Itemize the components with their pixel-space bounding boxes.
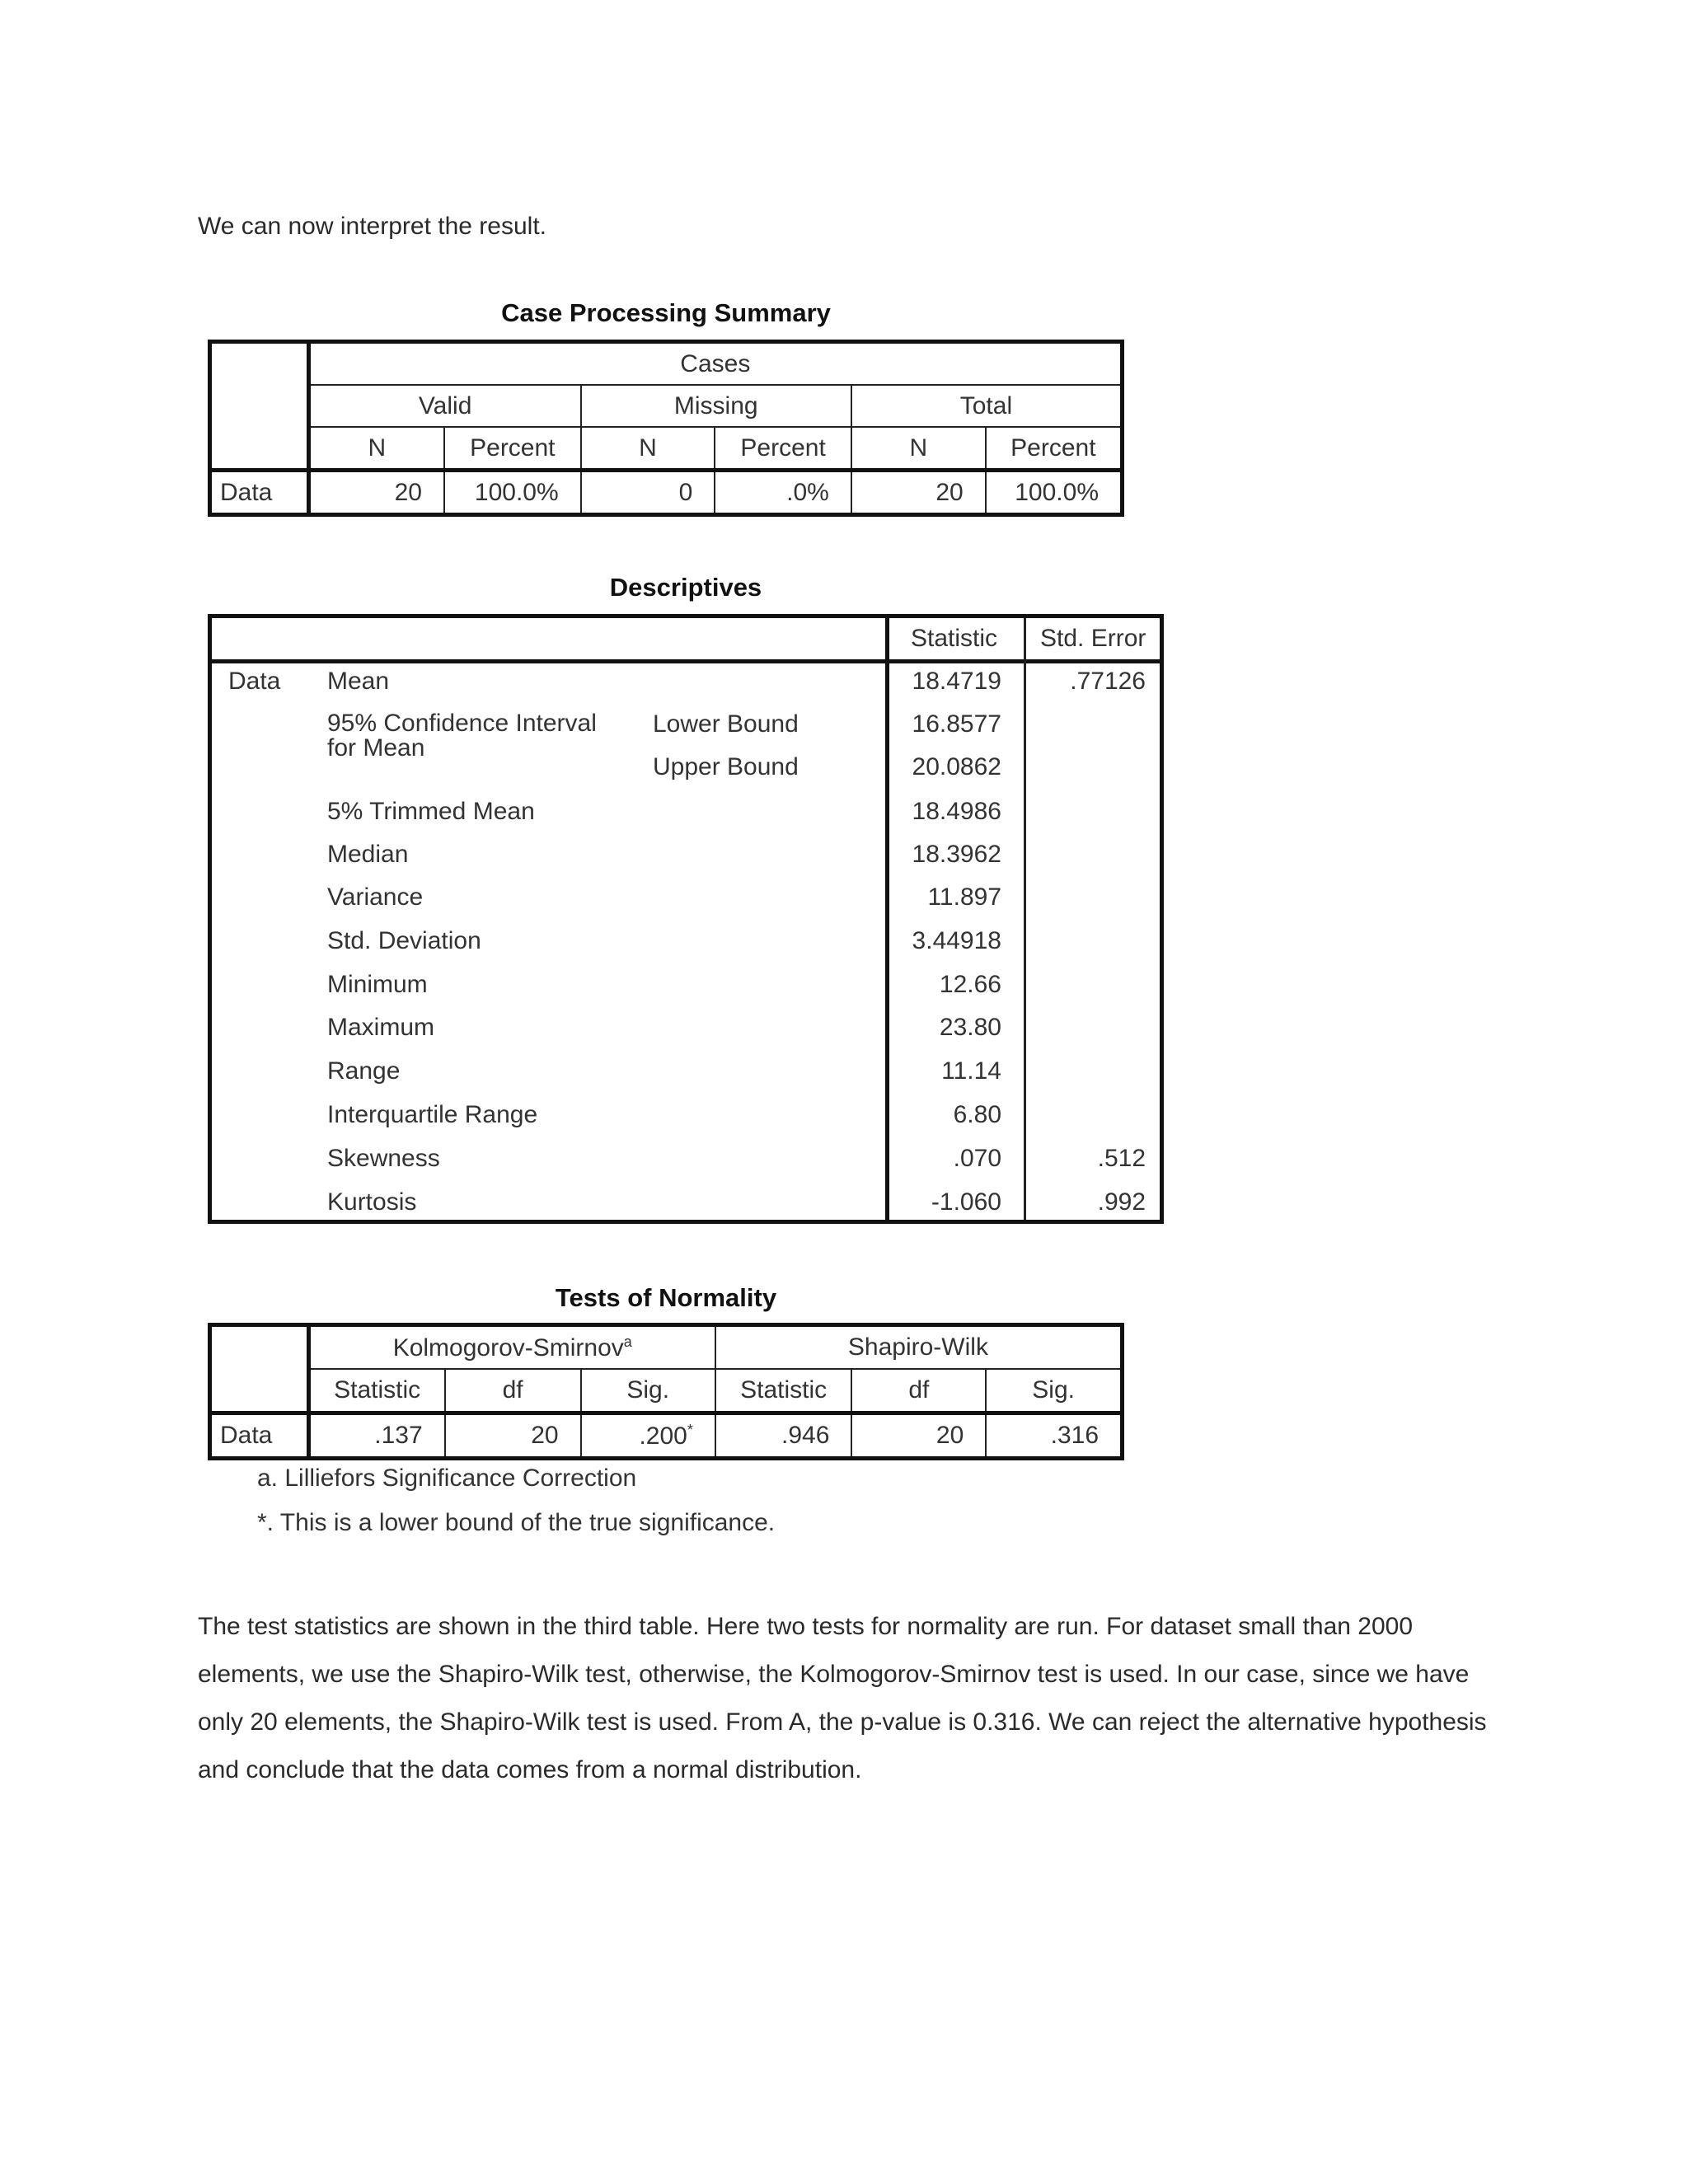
sub-header: Statistic (308, 1369, 445, 1413)
lower-bound-label: Lower Bound (653, 710, 799, 738)
footnote-star: *. This is a lower bound of the true significance. (257, 1509, 776, 1536)
ks-header (308, 1325, 715, 1370)
table-cell: .946 (715, 1413, 852, 1459)
sub-header: Percent (986, 427, 1123, 471)
descriptives-table (208, 614, 1164, 1224)
total-header: Total (851, 385, 1123, 427)
normality-title: Tests of Normality (555, 1283, 777, 1312)
sub-header: N (308, 427, 444, 471)
table-cell (581, 1413, 715, 1459)
statistic-value: 3.44918 (912, 927, 1001, 954)
table-cell: .0% (715, 471, 851, 515)
se-divider (1024, 618, 1026, 1220)
std-error-value: .512 (1097, 1145, 1146, 1172)
outro-text: The test statistics are shown in the third table. Here two tests for normality are run. For dataset small than 2000 elements, we use the Shapiro-Wilk test, otherwise, the Kolmogorov-Smirnov test is used. In our case, since we have only 20 elements, the Shapiro-Wilk test is used. From A, the p-value is 0.316. We can reject the alternative hypothesis and conclude that the data comes from a normal distribution. (198, 1613, 1487, 1783)
corner-cell (210, 1325, 309, 1413)
case-processing-title: Case Processing Summary (501, 298, 831, 327)
statistic-value: 11.897 (927, 883, 1001, 911)
statistic-value: 12.66 (939, 971, 1001, 998)
table-cell: 100.0% (444, 471, 581, 515)
table-cell: 20 (445, 1413, 581, 1459)
ks-label: Kolmogorov-Smirnov (392, 1333, 624, 1361)
table-cell: .137 (308, 1413, 445, 1459)
std-error-value: .992 (1097, 1188, 1146, 1216)
footnote-a: a. Lilliefors Significance Correction (257, 1465, 637, 1492)
sub-header: Percent (715, 427, 851, 471)
row-label: Maximum (327, 1014, 435, 1041)
upper-bound-label: Upper Bound (653, 753, 799, 780)
statistic-value: 20.0862 (912, 753, 1001, 780)
row-label: Median (327, 841, 409, 868)
table-cell: 0 (581, 471, 715, 515)
statistic-value: 18.4719 (912, 668, 1001, 695)
table-cell: 20 (851, 471, 986, 515)
row-label: Variance (327, 883, 424, 911)
sig-value: .200 (639, 1422, 687, 1450)
stat-divider (885, 618, 889, 1220)
row-label: Kurtosis (327, 1188, 417, 1216)
table-cell: 20 (851, 1413, 986, 1459)
std-error-value: .77126 (1070, 668, 1146, 695)
intro-text: We can now interpret the result. (198, 213, 546, 240)
normality-table (208, 1323, 1124, 1460)
cases-header: Cases (308, 342, 1122, 386)
row-label: Data (210, 471, 309, 515)
row-label: Range (327, 1057, 401, 1085)
group-label: Data (228, 668, 281, 695)
corner-cell (210, 342, 309, 471)
sub-header: N (581, 427, 715, 471)
sub-header: N (851, 427, 986, 471)
ks-sup: a (623, 1333, 632, 1350)
statistic-value: 18.4986 (912, 798, 1001, 825)
col-std-error: Std. Error (1040, 625, 1146, 652)
statistic-value: .070 (953, 1145, 1001, 1172)
sub-header: Sig. (581, 1369, 715, 1413)
header-divider (212, 659, 1160, 663)
sub-header: df (445, 1369, 581, 1413)
row-label: Skewness (327, 1145, 440, 1172)
row-label: Interquartile Range (327, 1101, 538, 1128)
row-label: Std. Deviation (327, 927, 481, 954)
statistic-value: 11.14 (941, 1057, 1001, 1085)
descriptives-title: Descriptives (609, 573, 762, 602)
missing-header: Missing (581, 385, 851, 427)
ci-label-line2: for Mean (327, 734, 425, 762)
table-cell: 100.0% (986, 471, 1123, 515)
statistic-value: -1.060 (931, 1188, 1001, 1216)
col-statistic: Statistic (911, 625, 998, 652)
ci-label (327, 711, 597, 761)
case-processing-table (208, 340, 1124, 517)
row-label: Minimum (327, 971, 428, 998)
sub-header: df (851, 1369, 986, 1413)
row-label: Data (210, 1413, 309, 1459)
sw-header: Shapiro-Wilk (715, 1325, 1123, 1370)
row-label: 5% Trimmed Mean (327, 798, 535, 825)
sub-header: Percent (444, 427, 581, 471)
sub-header: Statistic (715, 1369, 852, 1413)
statistic-value: 16.8577 (912, 710, 1001, 738)
statistic-value: 18.3962 (912, 841, 1001, 868)
row-label: Mean (327, 668, 390, 695)
sig-sup: * (687, 1421, 693, 1438)
table-cell: 20 (308, 471, 444, 515)
valid-header: Valid (308, 385, 581, 427)
ci-label-line1: 95% Confidence Interval (327, 710, 597, 737)
statistic-value: 6.80 (953, 1101, 1001, 1128)
sub-header: Sig. (986, 1369, 1122, 1413)
statistic-value: 23.80 (939, 1014, 1001, 1041)
table-cell: .316 (986, 1413, 1122, 1459)
